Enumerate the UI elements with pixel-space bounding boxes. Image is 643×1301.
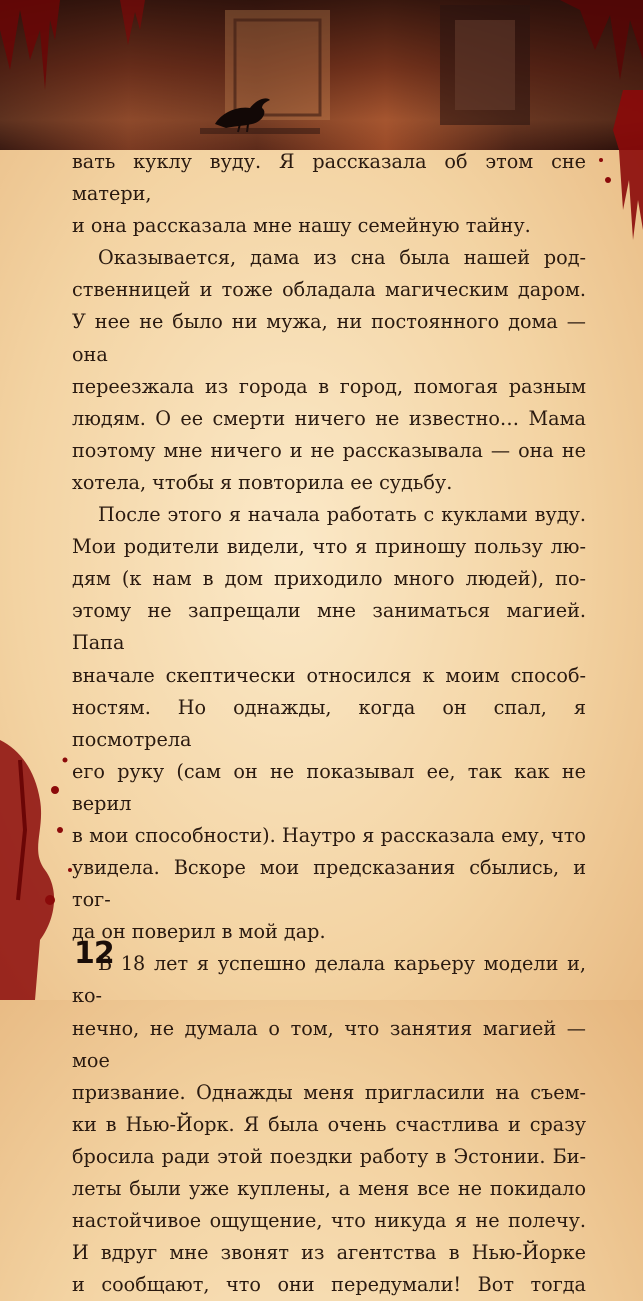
- text-line: ностям. Но однажды, когда он спал, я посмотрела: [72, 695, 586, 751]
- body-text: [72, 146, 586, 1301]
- text-line: его руку (сам он не показывал ее, так как не верил: [72, 759, 586, 815]
- text-line: После этого я начала работать с куклами вуду.: [98, 503, 586, 527]
- text-line: ки в Нью-Йорк. Я была очень счастлива и сразу: [72, 1112, 586, 1136]
- text-line: дям (к нам в дом приходило много людей), по-: [72, 567, 586, 591]
- text-line: этому не запрещали мне заниматься магией. Папа: [72, 599, 586, 655]
- text-line: И вдруг мне звонят из агентства в Нью-Йорке: [72, 1241, 586, 1265]
- text-line: да он поверил в мой дар.: [72, 920, 326, 944]
- text-line: У нее не было ни мужа, ни постоянного дома — она: [72, 310, 586, 366]
- text-line: призвание. Однажды меня пригласили на съем-: [72, 1080, 586, 1104]
- text-line: и сообщают, что они передумали! Вот тогда: [72, 1273, 586, 1297]
- text-line: ственницей и тоже обладала магическим даром.: [72, 278, 586, 302]
- text-line: людям. О ее смерти ничего не известно… Мама: [72, 406, 586, 430]
- header-illustration: [0, 0, 643, 150]
- text-line: В 18 лет я успешно делала карьеру модели и, ко-: [72, 952, 586, 1008]
- blood-splatter-right: [583, 90, 643, 250]
- text-line: вначале скептически относился к моим способ-: [72, 663, 586, 687]
- gothic-scene-illustration: [0, 0, 643, 150]
- text-line: бросила ради этой поездки работу в Эстонии. Би-: [72, 1144, 586, 1168]
- text-line: поэтому мне ничего и не рассказывала — она не: [72, 438, 586, 462]
- text-line: вать куклу вуду. Я рассказала об этом сне матери,: [72, 150, 586, 206]
- text-line: увидела. Вскоре мои предсказания сбылись, и тог-: [72, 856, 586, 912]
- text-line: хотела, чтобы я повторила ее судьбу.: [72, 470, 453, 494]
- page-number: 12: [74, 936, 114, 971]
- text-line: Оказывается, дама из сна была нашей род-: [98, 246, 586, 270]
- text-line: настойчивое ощущение, что никуда я не полечу.: [72, 1209, 586, 1233]
- text-line: в мои способности). Наутро я рассказала ему, что: [72, 823, 586, 847]
- text-line: нечно, не думала о том, что занятия магией — мое: [72, 1016, 586, 1072]
- text-line: Мои родители видели, что я приношу пользу лю-: [72, 535, 586, 559]
- text-line: леты были уже куплены, а меня все не покидало: [72, 1177, 586, 1200]
- text-line: и она рассказала мне нашу семейную тайну.: [72, 214, 531, 238]
- text-line: переезжала из города в город, помогая разным: [72, 374, 586, 398]
